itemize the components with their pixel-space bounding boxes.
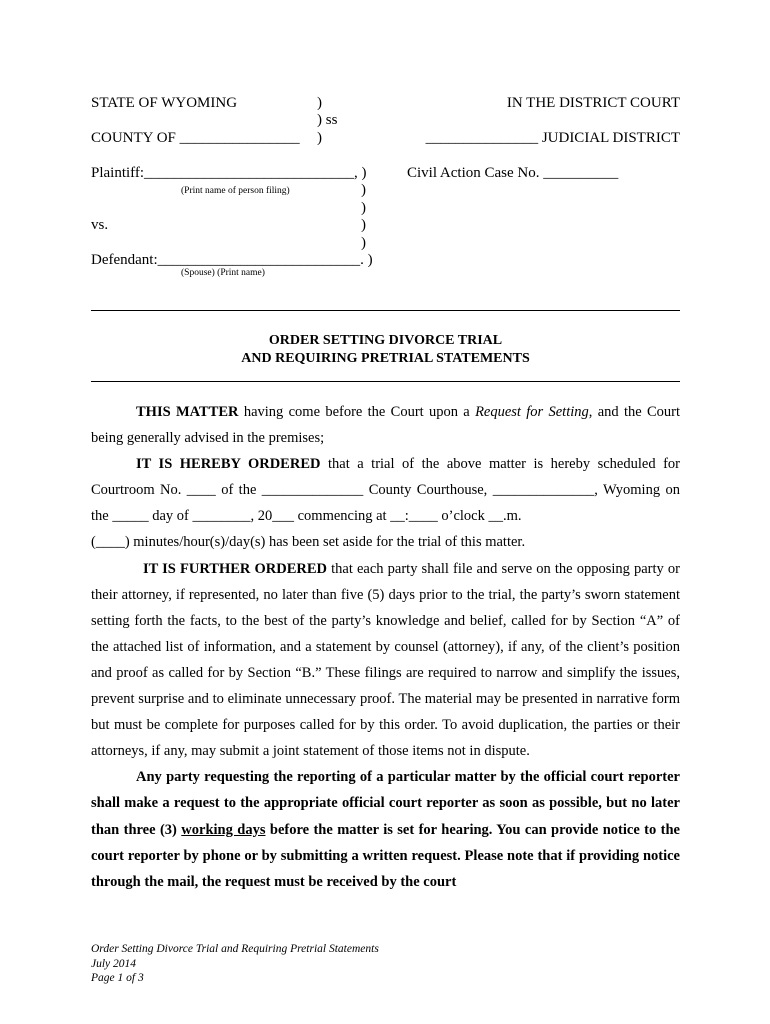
caption-paren: ) xyxy=(361,182,366,198)
paragraph-court-reporter xyxy=(91,764,680,894)
p5-text-b: before the matter is set for hearing. You can provide notice to the court reporter by phone or by submitting a written request. Please note that if providing notice through the mail, the request must be received by the court xyxy=(91,821,680,890)
p1-text-a: having come before the Court upon a xyxy=(238,404,476,420)
county-label: COUNTY OF ________________ xyxy=(91,130,300,146)
footer-page-number: Page 1 of 3 xyxy=(91,972,144,984)
judicial-district-label: _______________ JUDICIAL DISTRICT xyxy=(425,130,680,146)
plaintiff-note: (Print name of person filing) xyxy=(181,186,290,196)
court-label: IN THE DISTRICT COURT xyxy=(506,95,680,111)
defendant-note: (Spouse) (Print name) xyxy=(181,268,265,278)
footer-date: July 2014 xyxy=(91,957,137,970)
p2-text: that a trial of the above matter is hereby scheduled for Courtroom No. ____ of the ______________ County Courthouse, ______________, Wyoming on the _____ day of ________, 20___ commencing at __:____ o’clock __.m. xyxy=(91,456,680,525)
caption-paren: ) xyxy=(317,95,322,111)
title-line-2: AND REQUIRING PRETRIAL STATEMENTS xyxy=(241,351,530,366)
paragraph-hereby-ordered xyxy=(91,451,680,529)
paragraph-this-matter xyxy=(91,399,680,451)
caption-paren: ) xyxy=(361,200,366,216)
working-days-underlined: working days xyxy=(181,821,266,838)
p1-text-b: , and the Court being generally advised in the premises; xyxy=(91,404,681,447)
paragraph-further-ordered xyxy=(91,556,680,765)
this-matter-bold: THIS MATTER xyxy=(136,404,239,420)
further-ordered-bold: IT IS FURTHER ORDERED xyxy=(143,560,327,577)
p5-text-a: Any party requesting the reporting of a particular matter by the official court reporter shall make a request to the appropriate official court reporter as soon as possible, but no later than three (3) xyxy=(91,769,680,838)
caption-paren: ) xyxy=(361,217,366,233)
caption-paren: ) xyxy=(361,235,366,251)
defendant-line: Defendant:___________________________. ) xyxy=(91,252,373,268)
paragraph-time-allotted: (____) minutes/hour(s)/day(s) has been set aside for the trial of this matter. xyxy=(91,534,526,551)
page-footer xyxy=(91,942,379,986)
p4-text: that each party shall file and serve on the opposing party or their attorney, if represented, no later than five (5) days prior to the trial, the party’s sworn statement setting forth the facts, to the best of the party’s knowledge and belief, called for by Section “A” of the attached list of information, and a statement by counsel (attorney), if any, of the client’s position and proof as called for by Section “B.” These filings are required to narrow and simplify the issues, prevent surprise and to eliminate unnecessary proof. The material may be presented in narrative form but must be complete for purposes called for by this order. To avoid duplication, the parties or their attorneys, if any, may submit a joint statement of those items not in dispute. xyxy=(91,560,680,760)
hereby-ordered-bold: IT IS HEREBY ORDERED xyxy=(136,456,321,473)
footer-form-title: Order Setting Divorce Trial and Requiring Pretrial Statements xyxy=(91,943,379,955)
caption-paren: ) xyxy=(317,130,322,146)
plaintiff-line: Plaintiff:____________________________, ) xyxy=(91,165,367,181)
vs-label: vs. xyxy=(91,217,109,233)
caption-ss: ) ss xyxy=(317,112,338,128)
state-label: STATE OF WYOMING xyxy=(91,95,238,111)
case-number-label: Civil Action Case No. __________ xyxy=(407,165,619,181)
order-body xyxy=(91,399,680,895)
top-divider xyxy=(91,310,680,311)
bottom-divider xyxy=(91,381,680,382)
request-for-setting-italic: Request for Setting xyxy=(475,404,589,420)
title-line-1: ORDER SETTING DIVORCE TRIAL xyxy=(268,333,503,348)
